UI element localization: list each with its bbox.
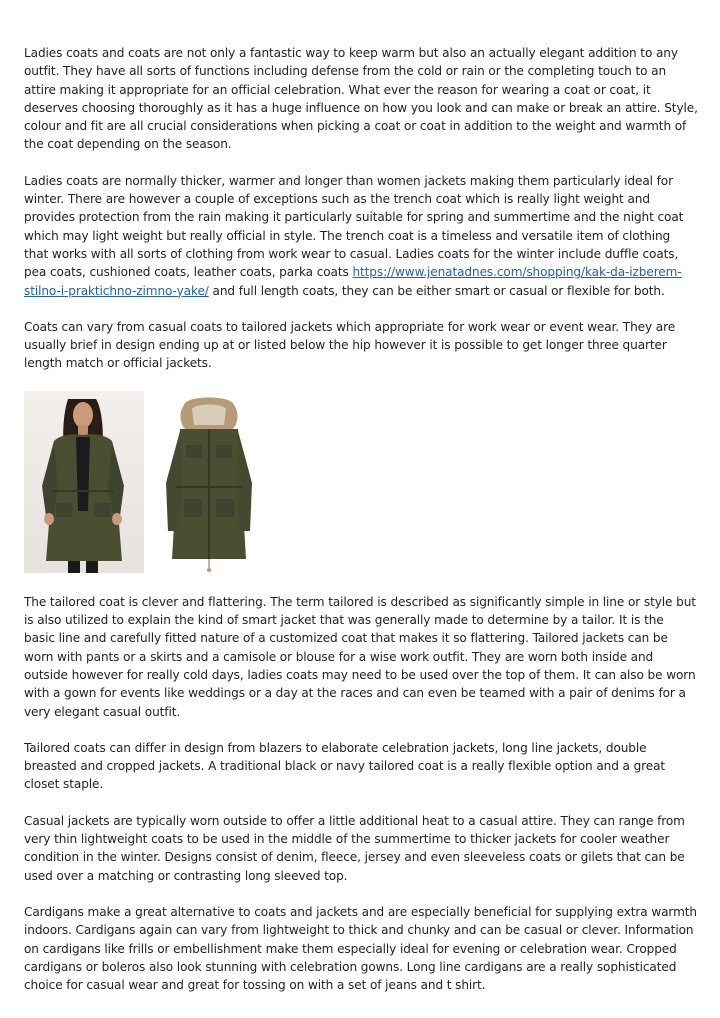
model-wearing-parka-photo	[24, 391, 144, 573]
paragraph-3: Coats can vary from casual coats to tailored jackets which appropriate for work wear or event wear. They are usually brief in design ending up at or listed below the hip however it is possible to get longer three quarter length match or official jackets.	[24, 319, 676, 371]
paragraph-7: Cardigans make a great alternative to coats and jackets and are especially beneficial for supplying extra warmth indoors. Cardigans again can vary from lightweight to thick and chunky and can be casual or clever. Information on cardigans like frills or embellishment make them especially ideal for evening or celebration wear. Cropped cardigans or boleros also look stunning with celebration gowns. Long line cardigans are a really sophisticated choice for casual wear and great for tossing on with a set of jeans and t shirt.	[24, 904, 697, 993]
shopping-link[interactable]: https://www.jenatadnes.com/shopping/kak-da-izberem-stilno-i-praktichno-zimno-yake/	[24, 265, 682, 298]
paragraph-6: Casual jackets are typically worn outside to offer a little additional heat to a casual attire. They can range from very thin lightweight coats to be used in the middle of the summertime to thicker jackets for cooler weather condition in the winter. Designs consist of denim, fleece, jersey and even sleeveless coats or gilets that can be used over a matching or contrasting long sleeved top.	[24, 813, 685, 883]
paragraph-2	[24, 172, 698, 300]
paragraph-2-text: Ladies coats are normally thicker, warmer and longer than women jackets making them particularly ideal for winter. There are however a couple of exceptions such as the trench coat which is really light weight and provides protection from the rain making it particularly suitable for spring and summertime and the night coat which may light weight but really official in style. The trench coat is a timeless and versatile item of clothing that works with all sorts of clothing from work wear to casual. Ladies coats for the winter include duffle coats, pea coats, cushioned coats, leather coats, parka coats	[24, 173, 684, 280]
coat-photos	[24, 391, 698, 573]
parka-product-photo	[150, 391, 268, 573]
article	[24, 44, 698, 1012]
paragraph-2-tail: and full length coats, they can be either smart or casual or flexible for both.	[208, 283, 665, 298]
paragraph-1: Ladies coats and coats are not only a fantastic way to keep warm but also an actually elegant addition to any outfit. They have all sorts of functions including defense from the cold or rain or the completing touch to an attire making it appropriate for an official celebration. What ever the reason for wearing a coat or coat, it deserves choosing thoroughly as it has a huge influence on how you look and can make or break an attire. Style, colour and fit are all crucial considerations when picking a coat or coat in addition to the weight and warmth of the coat depending on the season.	[24, 46, 698, 152]
paragraph-4: The tailored coat is clever and flattering. The term tailored is described as significantly simple in line or style but is also utilized to explain the kind of smart jacket that was generally made to determine by a tailor. It is the basic line and carefully fitted nature of a customized coat that makes it so flattering. Tailored jackets can be worn with pants or a skirts and a camisole or blouse for a wise work outfit. They are worn both inside and outside however for really cold days, ladies coats may need to be used over the top of them. It can also be worn with a gown for events like weddings or a day at the races and can even be teamed with a pair of denims for a very elegant casual outfit.	[24, 594, 696, 719]
paragraph-5: Tailored coats can differ in design from blazers to elaborate celebration jackets, long line jackets, double breasted and cropped jackets. A traditional black or navy tailored coat is a really flexible option and a great closet staple.	[24, 740, 666, 792]
